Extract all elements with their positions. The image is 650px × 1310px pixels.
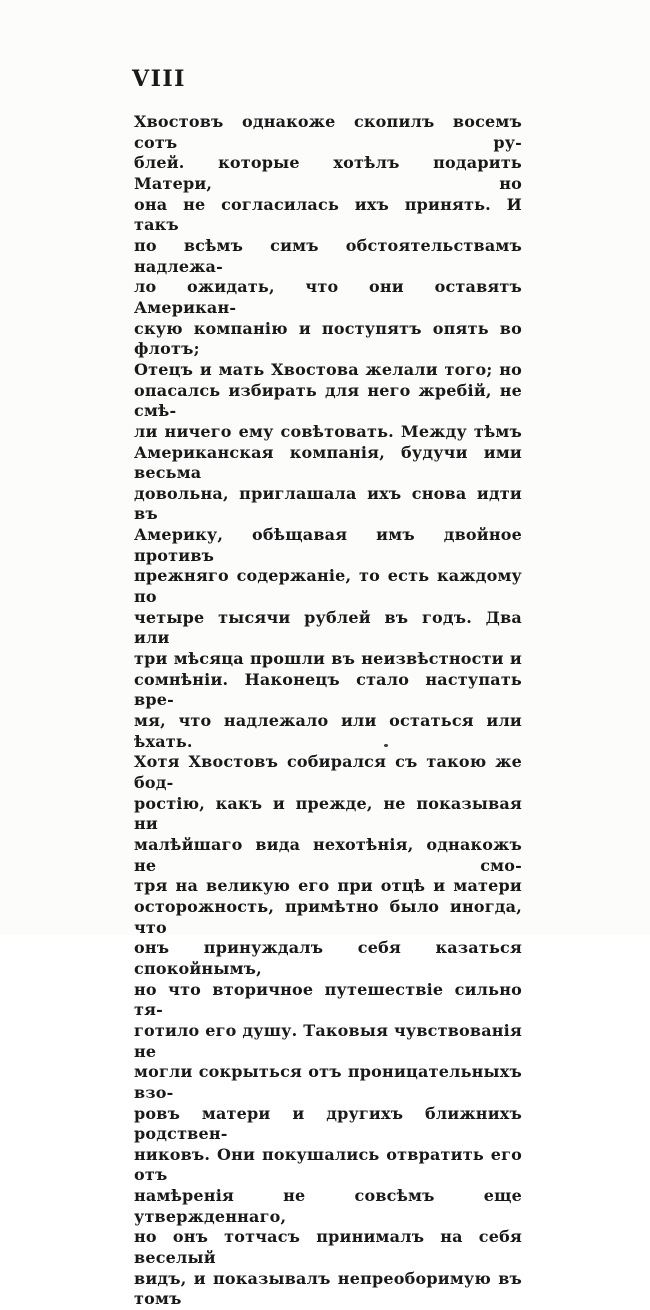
body-text-block	[134, 112, 522, 1310]
text-line: видъ, и показывалъ непреоборимую въ томъ	[134, 1268, 522, 1309]
text-line: скую компанію и поступятъ опять во флотъ;	[134, 318, 522, 359]
text-line: ровъ матери и другихъ ближнихъ родствен-	[134, 1103, 522, 1144]
text-line: Хвостовъ однакоже скопилъ восемъ сотъ ру-	[134, 112, 522, 152]
text-line: Отецъ и мать Хвостова желали того; но	[134, 359, 522, 379]
text-line: три мѣсяца прошли въ неизвѣстности и	[134, 649, 522, 669]
text-line: ло ожидать, что они оставятъ Американ-	[134, 277, 522, 317]
text-line: осторожность, примѣтно было иногда, что	[134, 896, 522, 937]
text-line: блей. которые хотѣлъ подарить Матери, но	[134, 153, 522, 193]
text-line: довольна, приглашала ихъ снова идти въ	[134, 483, 522, 524]
text-line: сомнѣніи. Наконецъ стало наступать вре-	[134, 669, 522, 710]
text-line: ли ничего ему совѣтовать. Между тѣмъ	[134, 421, 522, 441]
text-line: прежняго содержаніе, то есть каждому по	[134, 566, 522, 607]
text-line: тря на великую его при отцѣ и матери	[134, 876, 522, 896]
text-line: намѣренія не совсѣмъ еще утвержденнаго,	[134, 1186, 522, 1226]
text-line: но что вторичное путешествіе сильно тя-	[134, 979, 522, 1020]
text-line: Америку, обѣщавая имъ двойное противъ	[134, 525, 522, 565]
text-line: она не согласилась ихъ принять. И такъ	[134, 194, 522, 235]
text-line: малѣйшаго вида нехотѣнія, однакожъ не смо-	[134, 834, 522, 875]
text-line: мя, что надлежало или остаться или ѣхать.	[134, 711, 522, 751]
text-line: могли сокрыться отъ проницательныхъ взо-	[134, 1062, 522, 1102]
text-line: готило его душу. Таковыя чувствованія не	[134, 1020, 522, 1061]
text-line: Американская компанія, будучи ими весьма	[134, 442, 522, 483]
text-line: но онъ тотчасъ принималъ на себя веселый	[134, 1227, 522, 1268]
text-line: четыре тысячи рублей въ годъ. Два или	[134, 607, 522, 648]
text-line: онъ принуждалъ себя казаться спокойнымъ,	[134, 938, 522, 978]
text-line: опасалсь избирать для него жребій, не смѣ-	[134, 380, 522, 421]
print-speck	[384, 744, 388, 747]
text-line: Хотя Хвостовъ собирался съ такою же бод-	[134, 752, 522, 792]
text-line: никовъ. Они покушались отвратить его отъ	[134, 1144, 522, 1185]
text-line: ростію, какъ и прежде, не показывая ни	[134, 793, 522, 834]
page-number: VIII	[132, 66, 186, 92]
text-line: по всѣмъ симъ обстоятельствамъ надлежа-	[134, 235, 522, 276]
